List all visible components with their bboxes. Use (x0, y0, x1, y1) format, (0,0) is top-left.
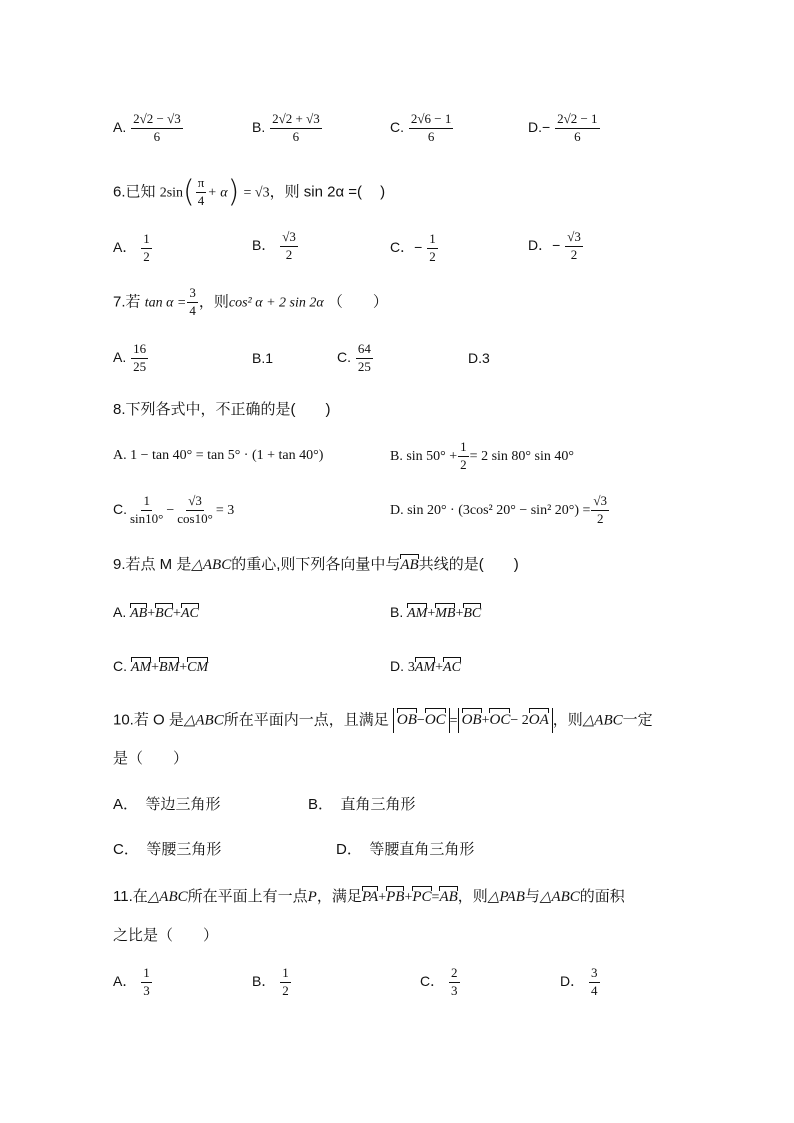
q7-option-b[interactable]: B.1 (252, 350, 274, 366)
fraction: $\frac{1}{2}$ (143, 231, 150, 264)
vector: AB (439, 889, 458, 905)
q8-stem: 8.下列各式中，不正确的是( ) (113, 401, 331, 418)
q11-option-c[interactable]: C． $\frac{2}{3}$ (420, 965, 458, 998)
fraction: $\frac{√3}{2}$ (567, 229, 581, 262)
vector: OB (396, 712, 417, 728)
q9-option-a[interactable]: A. AB+BC+AC (113, 604, 199, 621)
q8-option-d[interactable]: D. sin 20° · (3cos² 20° − sin² 20°) = $\frac{√3}{2}$ (390, 493, 608, 526)
vector: AM (130, 660, 152, 675)
q5-option-a[interactable]: A. $\frac{2√2 - √3}{6}$ (113, 111, 181, 144)
fraction: $\frac{\pi}{4}$ (197, 175, 205, 208)
fraction: $\frac{1}{2}$ (429, 231, 436, 264)
fraction: $\frac{2√6 - 1}{6}$ (410, 111, 452, 144)
fraction: $\frac{1}{3}$ (143, 965, 150, 998)
q6-option-c[interactable]: C．− $\frac{1}{2}$ (390, 231, 436, 264)
q7-option-d[interactable]: D.3 (468, 350, 490, 366)
vector: BM (159, 660, 180, 675)
q8-option-b[interactable]: B. sin 50° + $\frac{1}{2}$ = 2 sin 80° sin 40° (390, 439, 574, 472)
fraction: $\frac{√3}{2}$ (593, 493, 608, 526)
vector: BC (463, 606, 482, 621)
vector: OC (489, 712, 511, 728)
vector: OA (528, 712, 549, 728)
q10-stem: 10.若 O 是△ABC所在平面内一点，且满足 OB−OC = OB+OC− 2OA ，则△ABC一定 (113, 708, 653, 733)
q7-option-c[interactable]: C. $\frac{64}{25}$ (337, 341, 371, 374)
q7-stem: 7.若 tan α = $\frac{3}{4}$ ，则cos² α + 2 sin 2α （ ） (113, 285, 388, 318)
fraction: $\frac{3}{4}$ (591, 965, 598, 998)
q11-option-d[interactable]: D． $\frac{3}{4}$ (560, 965, 598, 998)
vector: PC (412, 889, 432, 905)
q10-stem-line2: 是（ ） (113, 750, 189, 767)
vector: AC (180, 606, 199, 621)
vector: AC (443, 660, 461, 675)
q8-option-a[interactable]: A. 1 − tan 40° = tan 5° · (1 + tan 40°) (113, 448, 324, 463)
q6-option-b[interactable]: B． $\frac{√3}{2}$ (252, 229, 296, 262)
fraction: $\frac{2√2 - √3}{6}$ (133, 111, 181, 144)
magnitude-1: OB−OC (393, 708, 450, 733)
q6-option-a[interactable]: A． $\frac{1}{2}$ (113, 231, 150, 264)
vector: MB (435, 606, 456, 621)
q10-option-b[interactable]: B． 直角三角形 (308, 796, 416, 813)
q8-option-c[interactable]: C. $\frac{1}{\sin 10^\circ}$ − $\frac{√3}{\cos 10^\circ}$ = 3 (113, 493, 235, 526)
q11-stem: 11.在△ABC所在平面上有一点P，满足PA+PB+PC=AB，则△PAB与△ABC的面积 (113, 888, 625, 905)
q9-option-b[interactable]: B. AM+MB+BC (390, 604, 482, 621)
fraction: $\frac{64}{25}$ (357, 341, 371, 374)
fraction: $\frac{1}{\sin 10^\circ}$ (130, 493, 164, 526)
fraction: $\frac{3}{4}$ (189, 285, 196, 318)
q7-option-a[interactable]: A. $\frac{16}{25}$ (113, 341, 147, 374)
vector: AM (407, 606, 428, 621)
q11-option-a[interactable]: A． $\frac{1}{3}$ (113, 965, 150, 998)
q10-option-a[interactable]: A． 等边三角形 (113, 796, 221, 813)
fraction: $\frac{√3}{\cos 10^\circ}$ (177, 493, 213, 526)
q5-option-c[interactable]: C. $\frac{2√6 - 1}{6}$ (390, 111, 452, 144)
fraction: $\frac{16}{25}$ (133, 341, 147, 374)
fraction: $\frac{2}{3}$ (451, 965, 458, 998)
vector: PB (386, 889, 405, 905)
vector: OC (424, 712, 446, 728)
q6-stem: 6.已知 2sin( $\frac{\pi}{4}$ + α) = √3，则 sin 2α =( ) (113, 174, 386, 210)
vector: AM (414, 660, 436, 675)
q11-option-b[interactable]: B． $\frac{1}{2}$ (252, 965, 289, 998)
q9-option-d[interactable]: D. 3AM+AC (390, 658, 461, 675)
vector: PA (361, 889, 379, 905)
q5-option-b[interactable]: B. $\frac{2√2 + √3}{6}$ (252, 111, 320, 144)
q10-option-c[interactable]: C． 等腰三角形 (113, 841, 222, 858)
vector: BC (155, 606, 174, 621)
vector: CM (187, 660, 209, 675)
q5-option-d[interactable]: D.− $\frac{2√2 - 1}{6}$ (528, 111, 598, 144)
q9-stem: 9.若点 M 是△ABC的重心,则下列各向量中与AB共线的是( ) (113, 556, 519, 573)
fraction: $\frac{2√2 - 1}{6}$ (557, 111, 598, 144)
fraction: $\frac{√3}{2}$ (282, 229, 296, 262)
vector: AB (400, 557, 419, 573)
q11-stem-line2: 之比是（ ） (113, 927, 219, 944)
vector: OB (461, 712, 482, 728)
vector: AB (130, 606, 148, 621)
fraction: $\frac{1}{2}$ (282, 965, 289, 998)
q6-option-d[interactable]: D．− $\frac{√3}{2}$ (528, 229, 581, 262)
q10-option-d[interactable]: D． 等腰直角三角形 (336, 841, 475, 858)
q9-option-c[interactable]: C. AM+BM+CM (113, 658, 209, 675)
fraction: $\frac{2√2 + √3}{6}$ (272, 111, 320, 144)
magnitude-2: OB+OC− 2OA (458, 708, 553, 733)
fraction: $\frac{1}{2}$ (460, 439, 467, 472)
